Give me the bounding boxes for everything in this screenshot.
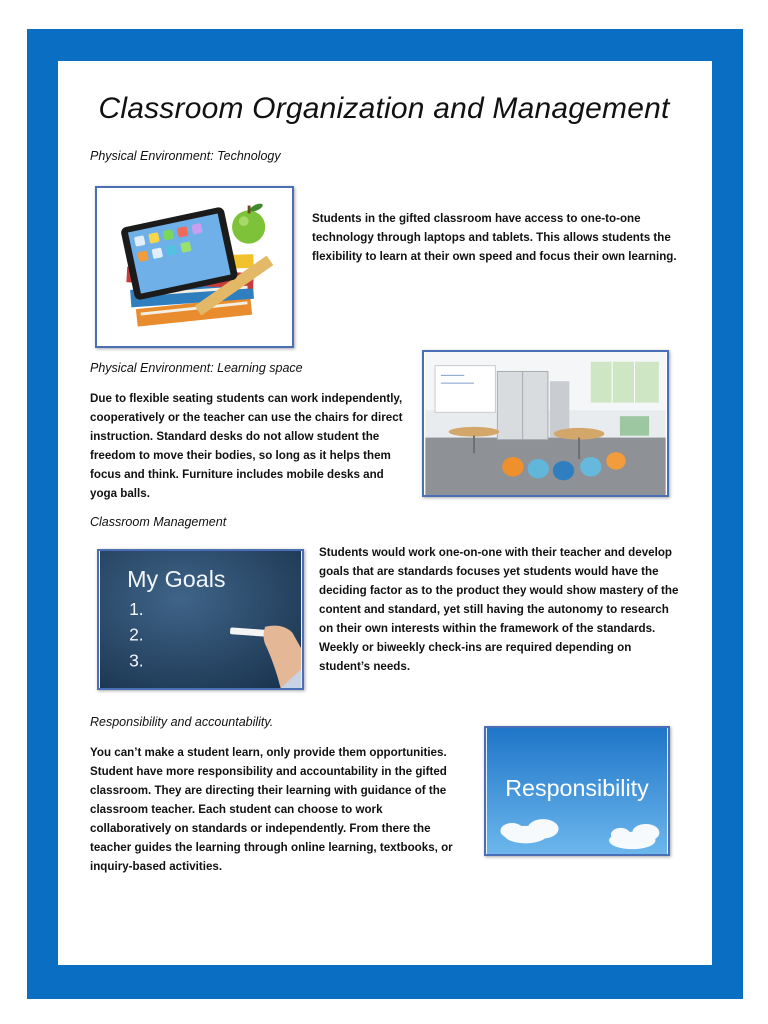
section-heading-technology: Physical Environment: Technology — [90, 149, 281, 163]
section-heading-responsibility: Responsibility and accountability. — [90, 715, 274, 729]
section-heading-learning-space: Physical Environment: Learning space — [90, 361, 303, 375]
responsibility-word: Responsibility — [505, 774, 649, 801]
section-text-classroom-management: Students would work one-on-one with their teacher and develop goals that are standards focuses yet students would have the deciding factor as to the product they would show mastery of the content and standard, yet still having the autonomy to research on their own interests within the framework of the standards. Weekly or biweekly check-ins are required depending on student’s needs. — [319, 546, 679, 673]
goals-item-2: 2. — [129, 624, 144, 645]
section-heading-classroom-management: Classroom Management — [90, 515, 227, 529]
responsibility-sky-image — [484, 726, 670, 856]
page-title: Classroom Organization and Management — [98, 92, 670, 125]
section-text-responsibility: You can’t make a student learn, only provide them opportunities. Student have more responsibility and accountability in the gifted classroom. They are directing their learning with guidance of the classroom teacher. Each student can choose to work collaboratively on standards or independently. From there the teacher guides the learning through online learning, textbooks, or inquiry-based activities. — [90, 746, 453, 873]
my-goals-chalkboard-image — [97, 549, 304, 690]
tablet-books-image — [95, 186, 294, 348]
goals-title-text: My Goals — [127, 565, 226, 592]
section-text-learning-space: Due to flexible seating students can work independently, cooperatively or the teacher can use the chairs for direct instruction. Standard desks do not allow student the freedom to move their bodies, so long as it helps them focus and think. Furniture includes mobile desks and yoga balls. — [90, 392, 403, 500]
goals-item-3: 3. — [129, 650, 144, 671]
section-text-technology: Students in the gifted classroom have access to one-to-one technology through laptops and tablets. This allows students the flexibility to learn at their own speed and focus their own learning. — [312, 212, 677, 263]
goals-item-1: 1. — [129, 599, 144, 620]
classroom-furniture-image — [422, 350, 669, 497]
